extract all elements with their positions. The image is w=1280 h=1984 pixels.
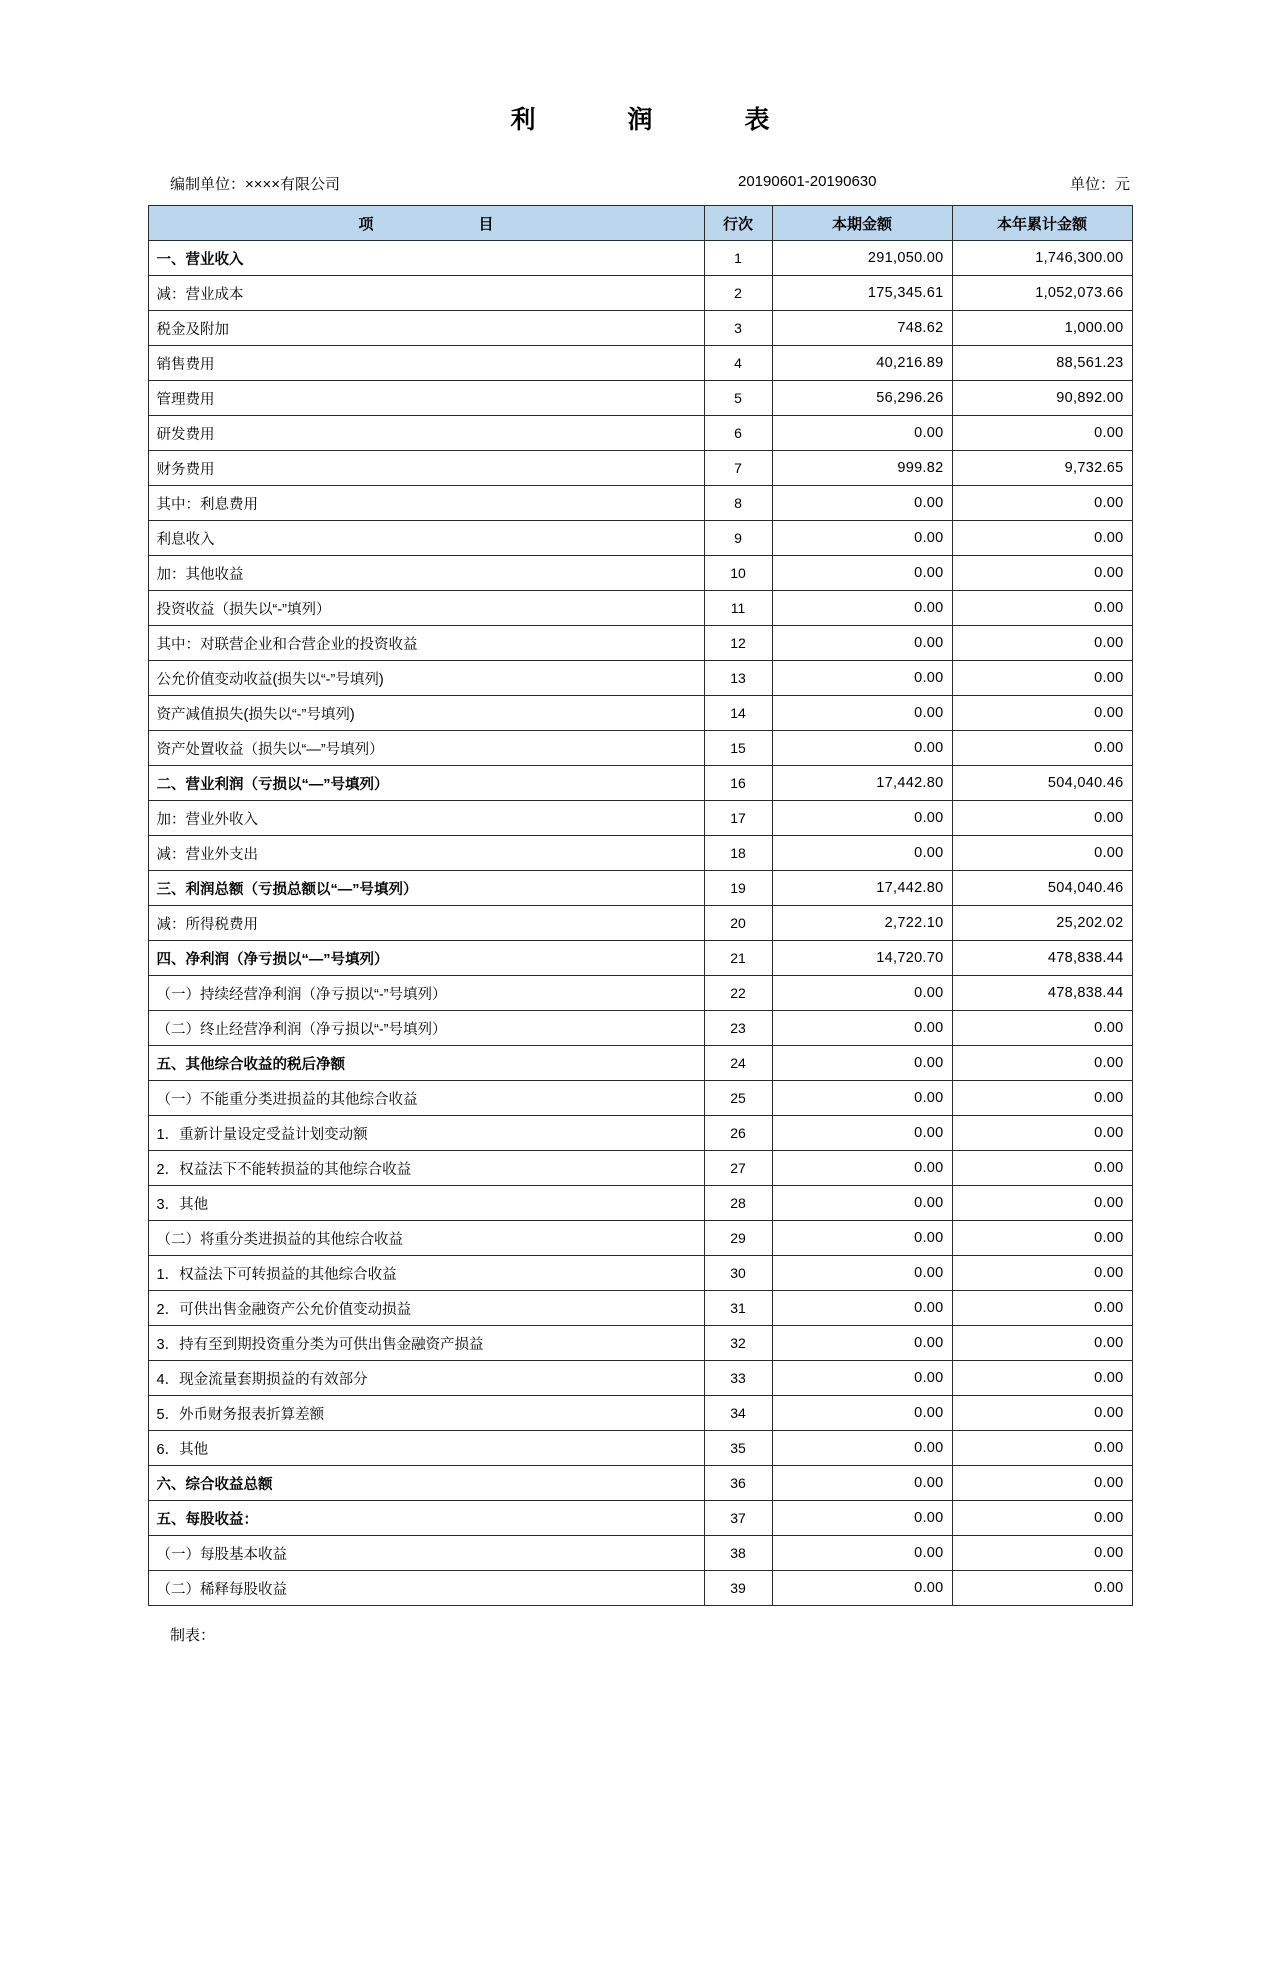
- table-row: [148, 801, 1132, 836]
- row-item-label: 二、营业利润（亏损以“—”号填列）: [148, 766, 704, 801]
- row-item-label: 三、利润总额（亏损总额以“—”号填列）: [148, 871, 704, 906]
- row-ytd-amount: 0.00: [952, 801, 1132, 836]
- row-current-amount: 0.00: [772, 1221, 952, 1256]
- row-current-amount: 0.00: [772, 1046, 952, 1081]
- table-row: [148, 661, 1132, 696]
- row-ytd-amount: 0.00: [952, 1116, 1132, 1151]
- row-current-amount: 0.00: [772, 626, 952, 661]
- row-item-label: 1．权益法下可转损益的其他综合收益: [148, 1256, 704, 1291]
- row-current-amount: 0.00: [772, 1326, 952, 1361]
- table-row: [148, 1116, 1132, 1151]
- row-ytd-amount: 0.00: [952, 1081, 1132, 1116]
- row-ytd-amount: 0.00: [952, 626, 1132, 661]
- row-line-number: 28: [704, 1186, 772, 1221]
- row-current-amount: 17,442.80: [772, 871, 952, 906]
- row-line-number: 24: [704, 1046, 772, 1081]
- row-item-label: 销售费用: [148, 346, 704, 381]
- row-line-number: 35: [704, 1431, 772, 1466]
- table-header-row: [148, 206, 1132, 241]
- row-item-label: 五、每股收益：: [148, 1501, 704, 1536]
- row-item-label: 减：所得税费用: [148, 906, 704, 941]
- table-row: [148, 241, 1132, 276]
- row-line-number: 25: [704, 1081, 772, 1116]
- row-current-amount: 0.00: [772, 801, 952, 836]
- row-line-number: 33: [704, 1361, 772, 1396]
- row-ytd-amount: 0.00: [952, 836, 1132, 871]
- row-ytd-amount: 0.00: [952, 1326, 1132, 1361]
- table-row: [148, 346, 1132, 381]
- row-current-amount: 0.00: [772, 661, 952, 696]
- row-ytd-amount: 88,561.23: [952, 346, 1132, 381]
- row-current-amount: 0.00: [772, 521, 952, 556]
- row-current-amount: 0.00: [772, 1081, 952, 1116]
- row-line-number: 17: [704, 801, 772, 836]
- row-ytd-amount: 0.00: [952, 1186, 1132, 1221]
- row-line-number: 36: [704, 1466, 772, 1501]
- row-line-number: 1: [704, 241, 772, 276]
- row-line-number: 29: [704, 1221, 772, 1256]
- row-item-label: （一）不能重分类进损益的其他综合收益: [148, 1081, 704, 1116]
- row-item-label: 3．持有至到期投资重分类为可供出售金融资产损益: [148, 1326, 704, 1361]
- table-row: [148, 766, 1132, 801]
- row-item-label: 管理费用: [148, 381, 704, 416]
- row-item-label: 五、其他综合收益的税后净额: [148, 1046, 704, 1081]
- row-line-number: 3: [704, 311, 772, 346]
- prepared-by-label: 编制单位：××××有限公司: [170, 176, 341, 193]
- row-line-number: 13: [704, 661, 772, 696]
- row-current-amount: 0.00: [772, 1011, 952, 1046]
- row-item-label: 利息收入: [148, 521, 704, 556]
- row-ytd-amount: 504,040.46: [952, 766, 1132, 801]
- row-ytd-amount: 90,892.00: [952, 381, 1132, 416]
- row-current-amount: 0.00: [772, 1501, 952, 1536]
- row-line-number: 26: [704, 1116, 772, 1151]
- row-item-label: （一）持续经营净利润（净亏损以“-”号填列）: [148, 976, 704, 1011]
- row-item-label: 税金及附加: [148, 311, 704, 346]
- row-current-amount: 0.00: [772, 1431, 952, 1466]
- row-item-label: （一）每股基本收益: [148, 1536, 704, 1571]
- row-line-number: 19: [704, 871, 772, 906]
- row-item-label: 2．权益法下不能转损益的其他综合收益: [148, 1151, 704, 1186]
- row-item-label: 6．其他: [148, 1431, 704, 1466]
- row-current-amount: 0.00: [772, 731, 952, 766]
- table-row: [148, 1011, 1132, 1046]
- column-header-item: 项 目: [148, 206, 704, 241]
- column-header-ytd-amount: 本年累计金额: [952, 206, 1132, 241]
- row-item-label: 一、营业收入: [148, 241, 704, 276]
- row-item-label: 研发费用: [148, 416, 704, 451]
- table-row: [148, 1256, 1132, 1291]
- row-current-amount: 175,345.61: [772, 276, 952, 311]
- row-item-label: 减：营业成本: [148, 276, 704, 311]
- row-ytd-amount: 0.00: [952, 486, 1132, 521]
- row-ytd-amount: 0.00: [952, 591, 1132, 626]
- row-line-number: 34: [704, 1396, 772, 1431]
- table-row: [148, 1186, 1132, 1221]
- row-item-label: 资产减值损失(损失以“-”号填列): [148, 696, 704, 731]
- table-row: [148, 1151, 1132, 1186]
- row-item-label: 3．其他: [148, 1186, 704, 1221]
- table-row: [148, 1536, 1132, 1571]
- row-ytd-amount: 0.00: [952, 696, 1132, 731]
- table-row: [148, 1501, 1132, 1536]
- row-current-amount: 56,296.26: [772, 381, 952, 416]
- column-header-line-no: 行次: [704, 206, 772, 241]
- row-ytd-amount: 0.00: [952, 1571, 1132, 1606]
- row-item-label: 公允价值变动收益(损失以“-”号填列): [148, 661, 704, 696]
- table-row: [148, 976, 1132, 1011]
- row-item-label: 其中：对联营企业和合营企业的投资收益: [148, 626, 704, 661]
- row-item-label: 财务费用: [148, 451, 704, 486]
- table-row: [148, 416, 1132, 451]
- row-ytd-amount: 0.00: [952, 1046, 1132, 1081]
- row-item-label: 资产处置收益（损失以“—”号填列）: [148, 731, 704, 766]
- row-ytd-amount: 0.00: [952, 661, 1132, 696]
- table-row: [148, 381, 1132, 416]
- row-item-label: （二）终止经营净利润（净亏损以“-”号填列）: [148, 1011, 704, 1046]
- row-item-label: 5．外币财务报表折算差额: [148, 1396, 704, 1431]
- row-line-number: 18: [704, 836, 772, 871]
- table-row: [148, 626, 1132, 661]
- row-item-label: 六、综合收益总额: [148, 1466, 704, 1501]
- row-line-number: 27: [704, 1151, 772, 1186]
- table-row: [148, 731, 1132, 766]
- table-row: [148, 836, 1132, 871]
- row-ytd-amount: 0.00: [952, 1501, 1132, 1536]
- row-current-amount: 0.00: [772, 1396, 952, 1431]
- row-current-amount: 0.00: [772, 1466, 952, 1501]
- row-line-number: 38: [704, 1536, 772, 1571]
- page-title: 利 润 表: [510, 106, 784, 134]
- row-ytd-amount: 25,202.02: [952, 906, 1132, 941]
- table-row: [148, 1571, 1132, 1606]
- row-line-number: 5: [704, 381, 772, 416]
- row-line-number: 14: [704, 696, 772, 731]
- row-line-number: 16: [704, 766, 772, 801]
- row-ytd-amount: 0.00: [952, 1536, 1132, 1571]
- row-current-amount: 14,720.70: [772, 941, 952, 976]
- table-body: [148, 241, 1132, 1606]
- row-current-amount: 0.00: [772, 591, 952, 626]
- row-item-label: （二）稀释每股收益: [148, 1571, 704, 1606]
- table-row: [148, 1396, 1132, 1431]
- row-current-amount: 0.00: [772, 556, 952, 591]
- row-line-number: 7: [704, 451, 772, 486]
- row-line-number: 10: [704, 556, 772, 591]
- row-current-amount: 0.00: [772, 1151, 952, 1186]
- row-item-label: 加：其他收益: [148, 556, 704, 591]
- table-row: [148, 556, 1132, 591]
- row-ytd-amount: 0.00: [952, 1011, 1132, 1046]
- row-current-amount: 999.82: [772, 451, 952, 486]
- table-row: [148, 451, 1132, 486]
- row-ytd-amount: 0.00: [952, 1291, 1132, 1326]
- row-current-amount: 0.00: [772, 976, 952, 1011]
- row-line-number: 22: [704, 976, 772, 1011]
- report-meta-row: [148, 173, 1132, 199]
- table-row: [148, 906, 1132, 941]
- row-current-amount: 0.00: [772, 1256, 952, 1291]
- row-ytd-amount: 0.00: [952, 1431, 1132, 1466]
- row-ytd-amount: 0.00: [952, 1466, 1132, 1501]
- row-ytd-amount: 0.00: [952, 416, 1132, 451]
- table-row: [148, 1081, 1132, 1116]
- row-ytd-amount: 0.00: [952, 1151, 1132, 1186]
- row-current-amount: 0.00: [772, 1571, 952, 1606]
- row-ytd-amount: 1,746,300.00: [952, 241, 1132, 276]
- row-item-label: 1．重新计量设定受益计划变动额: [148, 1116, 704, 1151]
- row-line-number: 12: [704, 626, 772, 661]
- report-period: 20190601-20190630: [738, 173, 877, 190]
- row-line-number: 37: [704, 1501, 772, 1536]
- row-ytd-amount: 9,732.65: [952, 451, 1132, 486]
- row-line-number: 11: [704, 591, 772, 626]
- row-current-amount: 0.00: [772, 1116, 952, 1151]
- table-row: [148, 1466, 1132, 1501]
- row-line-number: 21: [704, 941, 772, 976]
- table-row: [148, 1291, 1132, 1326]
- row-current-amount: 0.00: [772, 836, 952, 871]
- table-row: [148, 1326, 1132, 1361]
- row-current-amount: 2,722.10: [772, 906, 952, 941]
- row-line-number: 39: [704, 1571, 772, 1606]
- row-current-amount: 40,216.89: [772, 346, 952, 381]
- row-ytd-amount: 0.00: [952, 556, 1132, 591]
- row-item-label: 四、净利润（净亏损以“—”号填列）: [148, 941, 704, 976]
- row-current-amount: 17,442.80: [772, 766, 952, 801]
- row-current-amount: 0.00: [772, 696, 952, 731]
- table-row: [148, 1046, 1132, 1081]
- row-line-number: 9: [704, 521, 772, 556]
- row-ytd-amount: 0.00: [952, 1256, 1132, 1291]
- row-current-amount: 291,050.00: [772, 241, 952, 276]
- table-row: [148, 591, 1132, 626]
- row-line-number: 4: [704, 346, 772, 381]
- row-line-number: 2: [704, 276, 772, 311]
- row-ytd-amount: 0.00: [952, 1396, 1132, 1431]
- table-row: [148, 1361, 1132, 1396]
- row-line-number: 30: [704, 1256, 772, 1291]
- row-ytd-amount: 504,040.46: [952, 871, 1132, 906]
- row-line-number: 31: [704, 1291, 772, 1326]
- table-row: [148, 486, 1132, 521]
- row-item-label: 加：营业外收入: [148, 801, 704, 836]
- row-item-label: 减：营业外支出: [148, 836, 704, 871]
- row-ytd-amount: 0.00: [952, 521, 1132, 556]
- row-item-label: 4．现金流量套期损益的有效部分: [148, 1361, 704, 1396]
- currency-unit-label: 单位：元: [1069, 176, 1130, 193]
- row-current-amount: 0.00: [772, 1536, 952, 1571]
- row-ytd-amount: 478,838.44: [952, 941, 1132, 976]
- row-ytd-amount: 1,000.00: [952, 311, 1132, 346]
- preparer-footer: 制表：: [170, 1627, 216, 1644]
- row-line-number: 8: [704, 486, 772, 521]
- row-item-label: 其中：利息费用: [148, 486, 704, 521]
- table-row: [148, 871, 1132, 906]
- row-current-amount: 0.00: [772, 1186, 952, 1221]
- table-row: [148, 1221, 1132, 1256]
- row-line-number: 6: [704, 416, 772, 451]
- row-ytd-amount: 0.00: [952, 1361, 1132, 1396]
- row-current-amount: 0.00: [772, 1361, 952, 1396]
- income-statement-table: [148, 205, 1133, 1606]
- table-row: [148, 311, 1132, 346]
- row-current-amount: 0.00: [772, 416, 952, 451]
- row-current-amount: 748.62: [772, 311, 952, 346]
- table-row: [148, 941, 1132, 976]
- table-row: [148, 1431, 1132, 1466]
- row-line-number: 20: [704, 906, 772, 941]
- row-ytd-amount: 1,052,073.66: [952, 276, 1132, 311]
- row-item-label: （二）将重分类进损益的其他综合收益: [148, 1221, 704, 1256]
- row-current-amount: 0.00: [772, 486, 952, 521]
- row-line-number: 32: [704, 1326, 772, 1361]
- table-row: [148, 521, 1132, 556]
- row-line-number: 15: [704, 731, 772, 766]
- row-item-label: 2．可供出售金融资产公允价值变动损益: [148, 1291, 704, 1326]
- table-row: [148, 276, 1132, 311]
- row-current-amount: 0.00: [772, 1291, 952, 1326]
- row-ytd-amount: 0.00: [952, 1221, 1132, 1256]
- row-ytd-amount: 478,838.44: [952, 976, 1132, 1011]
- table-row: [148, 696, 1132, 731]
- row-ytd-amount: 0.00: [952, 731, 1132, 766]
- row-line-number: 23: [704, 1011, 772, 1046]
- row-item-label: 投资收益（损失以“-”填列）: [148, 591, 704, 626]
- column-header-current-amount: 本期金额: [772, 206, 952, 241]
